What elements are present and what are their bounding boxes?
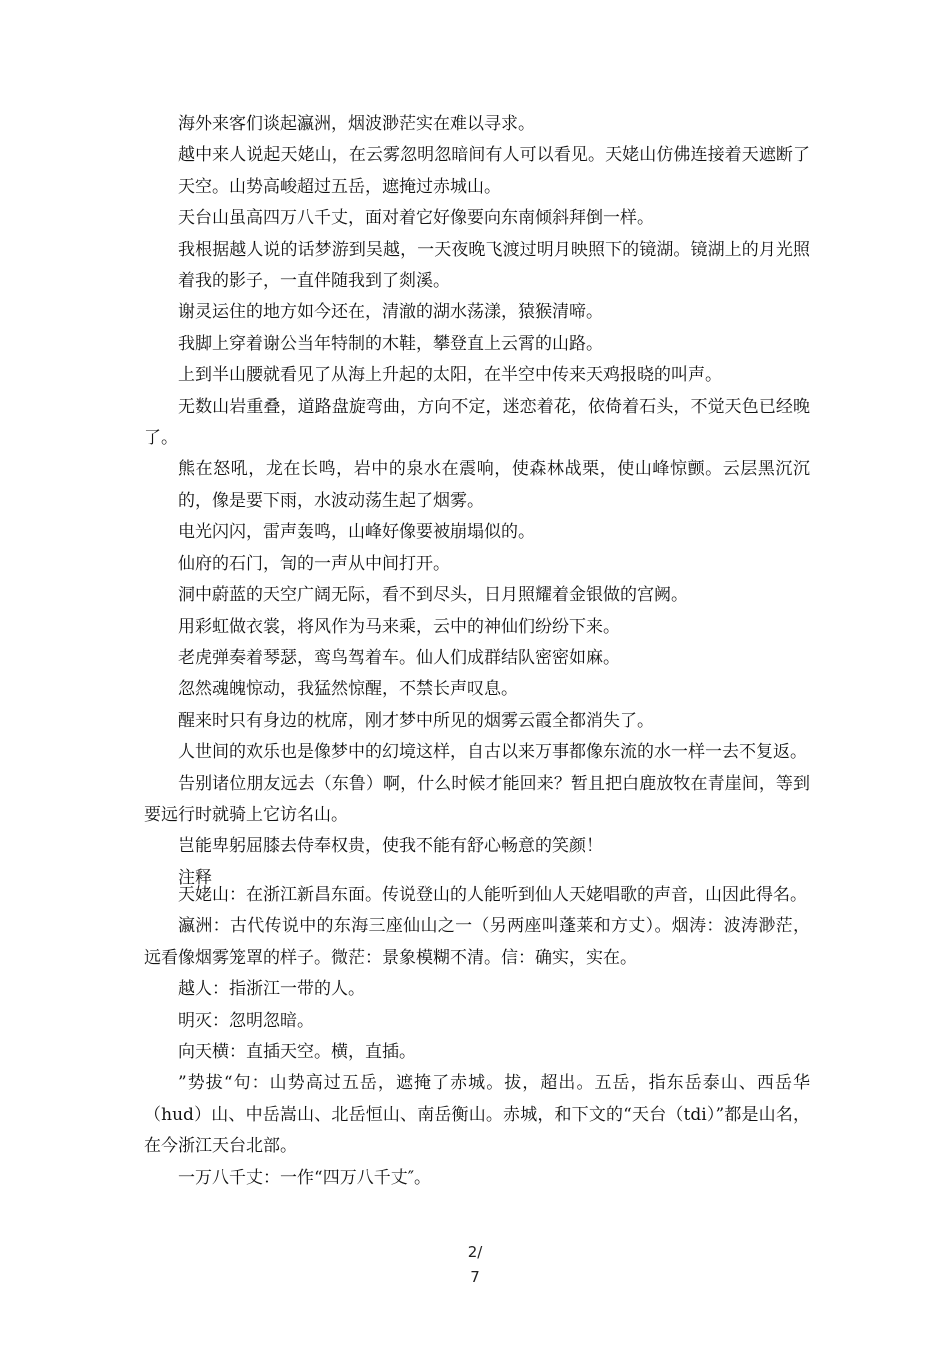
note-item: 向天横：直插天空。横，直插。 xyxy=(178,1042,416,1063)
note-item: 天姥山：在浙江新昌东面。传说登山的人能听到仙人天姥唱歌的声音，山因此得名。 xyxy=(178,885,807,905)
translation-paragraph: 我脚上穿着谢公当年特制的木鞋，攀登直上云霄的山路。 xyxy=(178,333,603,354)
translation-section xyxy=(144,109,810,894)
translation-paragraph: 老虎弹奏着琴瑟，鸾鸟驾着车。仙人们成群结队密密如麻。 xyxy=(178,647,620,668)
translation-paragraph: 醒来时只有身边的枕席，刚才梦中所见的烟雾云霞全都消失了。 xyxy=(178,710,654,731)
translation-paragraph: 洞中蔚蓝的天空广阔无际，看不到尽头，日月照耀着金银做的宫阙。 xyxy=(178,585,688,606)
translation-paragraph: 越中来人说起天姥山，在云雾忽明忽暗间有人可以看见。天姥山仿佛连接着天遮断了天空。山势高峻超过五岳，遮掩过赤城山。 xyxy=(178,145,810,197)
translation-paragraph: 我根据越人说的话梦游到吴越，一天夜晚飞渡过明月映照下的镜湖。镜湖上的月光照着我的影子，一直伴随我到了剡溪。 xyxy=(178,239,810,292)
translation-paragraph: 用彩虹做衣裳，将风作为马来乘，云中的神仙们纷纷下来。 xyxy=(178,616,620,637)
note-item: 明灭：忽明忽暗。 xyxy=(178,1010,314,1031)
translation-paragraph: 上到半山腰就看见了从海上升起的太阳，在半空中传来天鸡报晓的叫声。 xyxy=(178,365,722,386)
translation-paragraph: 海外来客们谈起瀛洲，烟波渺茫实在难以寻求。 xyxy=(178,114,535,134)
page-number-total: 7 xyxy=(470,1268,480,1286)
translation-paragraph: 天台山虽高四万八千丈，面对着它好像要向东南倾斜拜倒一样。 xyxy=(178,208,654,229)
notes-section xyxy=(144,880,810,1194)
note-item: 一万八千丈：一作“四万八千丈″。 xyxy=(178,1167,432,1188)
translation-paragraph: 电光闪闪，雷声轰鸣，山峰好像要被崩塌似的。 xyxy=(178,522,535,543)
notes-heading: 注释 xyxy=(178,867,212,888)
page-number-current: 2/ xyxy=(467,1243,483,1261)
translation-paragraph: 无数山岩重叠，道路盘旋弯曲，方向不定，迷恋着花，依倚着石头，不觉天色已经晚了。 xyxy=(144,396,810,449)
translation-paragraph: 谢灵运住的地方如今还在，清澈的湖水荡漾，猿猴清啼。 xyxy=(178,302,603,323)
translation-paragraph: 仙府的石门，訇的一声从中间打开。 xyxy=(178,553,450,574)
note-item: ”势拔“句：山势高过五岳，遮掩了赤城。拔，超出。五岳，指东岳泰山、西岳华（hud）山、中岳嵩山、北岳恒山、南岳衡山。赤城，和下文的“天台（tdi）”都是山名，在今浙江天台北部。 xyxy=(144,1073,810,1157)
translation-paragraph: 人世间的欢乐也是像梦中的幻境这样，自古以来万事都像东流的水一样一去不复返。 xyxy=(178,742,807,763)
translation-paragraph: 岂能卑躬屈膝去侍奉权贵，使我不能有舒心畅意的笑颜！ xyxy=(178,836,603,857)
note-item: 瀛洲：古代传说中的东海三座仙山之一（另两座叫蓬莱和方丈）。烟涛：波涛渺茫，远看像烟雾笼罩的样子。微茫：景象模糊不清。信：确实，实在。 xyxy=(144,916,810,968)
translation-paragraph: 忽然魂魄惊动，我猛然惊醒，不禁长声叹息。 xyxy=(178,679,518,700)
translation-paragraph: 告别诸位朋友远去（东鲁）啊，什么时候才能回来？暂且把白鹿放牧在青崖间，等到要远行时就骑上它访名山。 xyxy=(144,773,810,825)
translation-paragraph: 熊在怒吼，龙在长鸣，岩中的泉水在震响，使森林战栗，使山峰惊颤。云层黑沉沉的，像是要下雨，水波动荡生起了烟雾。 xyxy=(178,459,810,511)
note-item: 越人：指浙江一带的人。 xyxy=(178,979,365,1000)
